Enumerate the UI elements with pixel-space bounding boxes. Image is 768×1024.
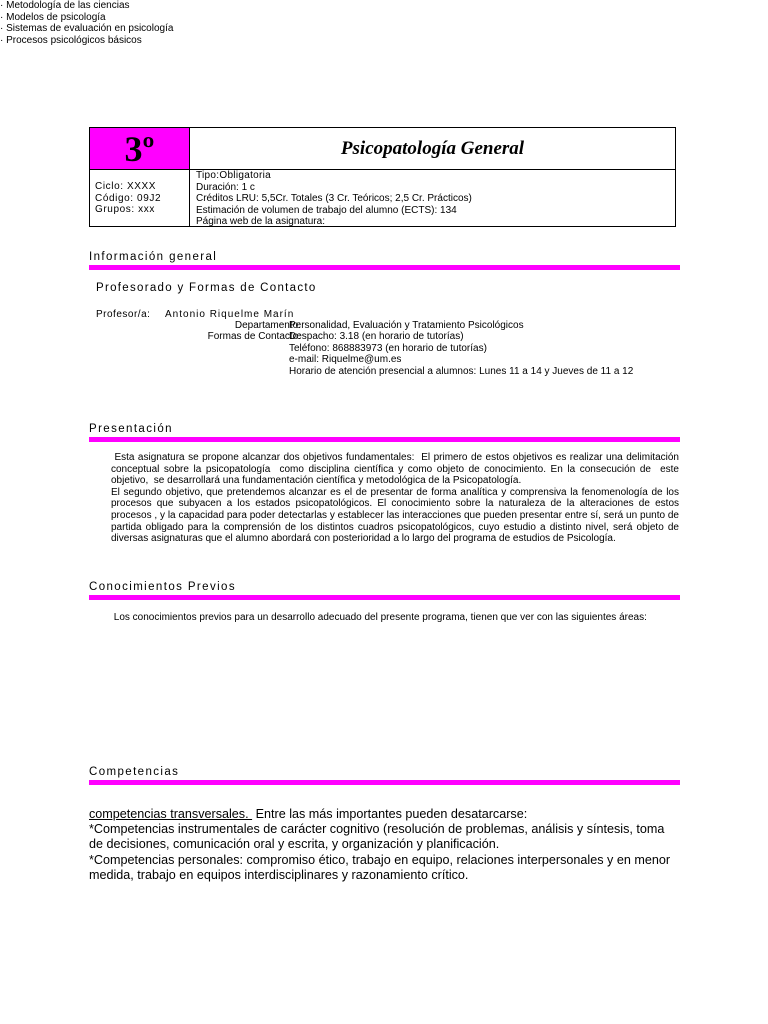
list-item: · Sistemas de evaluación en psicología [0,23,174,35]
presentacion-paragraph-1: Esta asignatura se propone alcanzar dos objetivos fundamentales: El primero de estos objetivos es realizar una delimitación conceptual sobre la psicopatología como disciplina científica y como objeto de conocimiento. En la consecución de este objetivo, se desarrollará una fundamentación científica y metodológica de la Psicopatología. [111,452,682,487]
course-title: Psicopatología General [190,128,675,170]
conocimientos-intro: Los conocimientos previos para un desarrollo adecuado del presente programa, tienen que ver con las siguientes áreas: [111,612,647,623]
section-divider [89,780,680,785]
email: e-mail: Riquelme@um.es [289,354,402,365]
estimacion-ects: Estimación de volumen de trabajo del alumno (ECTS): 134 [196,204,457,216]
ciclo: Ciclo: XXXX [95,181,157,192]
list-item: · Metodología de las ciencias [0,0,130,11]
grupos: Grupos: xxx [95,204,155,215]
section-divider [89,437,680,442]
course-codes [90,170,190,226]
section-divider [89,595,680,600]
list-item: · Modelos de psicología [0,11,106,23]
list-item: · Procesos psicológicos básicos [0,34,142,46]
course-header-box [89,127,676,227]
formas-contacto-label: Formas de Contacto: [207,331,301,342]
competencias-underlined: competencias transversales. [89,807,253,821]
section-title-informacion-general: Información general [89,251,218,263]
despacho: Despacho: 3.18 (en horario de tutorías) [289,331,464,342]
creditos: Créditos LRU: 5,5Cr. Totales (3 Cr. Teóricos; 2,5 Cr. Prácticos) [196,193,472,204]
section-title-competencias: Competencias [89,766,180,778]
presentacion-text [111,452,682,545]
competencias-text [89,807,679,883]
competencias-intro [89,807,679,822]
section-divider [89,265,680,270]
competencias-instrumentales: *Competencias instrumentales de carácter cognitivo (resolución de problemas, análisis y síntesis, toma de decisiones, comunicación oral y escrita, y organización y planificación. [89,822,665,852]
pagina-web: Página web de la asignatura: [196,216,325,227]
telefono: Teléfono: 868883973 (en horario de tutorías) [289,342,487,354]
section-title-presentacion: Presentación [89,423,173,435]
codigo: Código: 09J2 [95,192,162,204]
presentacion-paragraph-2: El segundo objetivo, que pretendemos alcanzar es el de presentar de forma analítica y comprensiva la fenomenología de los procesos que subyacen a los estados psicopatológicos. El conocimiento sobre la naturaleza de la alteraciones de estos procesos , y la capacidad para poder detectarlas y establecer las interacciones que pueden presentar entre sí, será un punto de partida obligado para la comprensión de los distintos cuadros psicopatológicos, cuyo estudio a distinto nivel, será objeto de diversas asignaturas que el alumno abordará con posterioridad a lo largo del programa de estudios de Psicología. [111,486,679,545]
tipo: Tipo:Obligatoria [196,170,272,181]
horario-atencion: Horario de atención presencial a alumnos: Lunes 11 a 14 y Jueves de 11 a 12 [289,365,634,377]
course-year: 3º [90,128,190,170]
duracion: Duración: 1 c [196,181,255,193]
profesor-name: Antonio Riquelme Marín [165,309,295,320]
competencias-intro-rest: Entre las más importantes pueden desatarcarse: [252,807,528,821]
departamento-label: Departamento: [234,320,301,331]
course-details [190,170,675,226]
subsection-title-profesorado: Profesorado y Formas de Contacto [96,282,317,294]
competencias-personales: *Competencias personales: compromiso ético, trabajo en equipo, relaciones interpersonales y en menor medida, trabajo en equipos interdisciplinares y razonamiento crítico. [89,852,671,882]
profesor-label: Profesor/a: [96,309,151,320]
conocimientos-list [0,0,400,46]
section-title-conocimientos-previos: Conocimientos Previos [89,581,237,593]
contact-details [289,331,674,377]
departamento-value: Personalidad, Evaluación y Tratamiento Psicológicos [289,320,524,331]
